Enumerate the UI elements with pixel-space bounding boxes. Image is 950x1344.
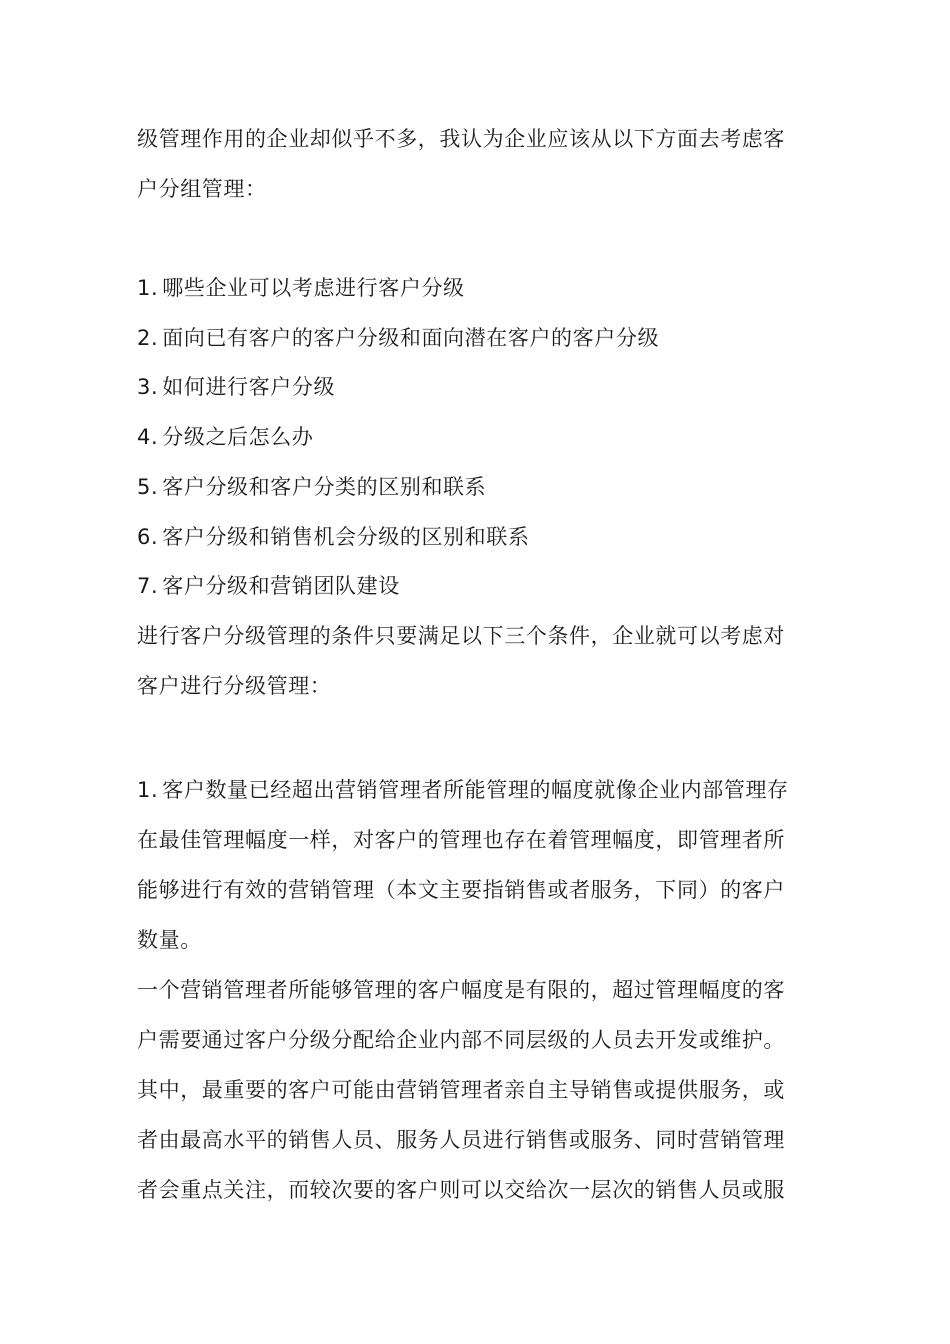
condition-line: 数量。 [137,928,202,952]
list-item [137,318,827,358]
list-item-text: 客户分级和营销团队建设 [162,574,400,598]
list-number: 2. [137,326,159,350]
list-item-text: 客户分级和客户分类的区别和联系 [162,475,487,499]
paragraph-line: 者会重点关注，而较次要的客户则可以交给次一层次的销售人员或服 [137,1178,785,1202]
paragraph-line: 一个营销管理者所能够管理的客户幅度是有限的，超过管理幅度的客 [137,978,785,1002]
list-item [137,566,827,606]
paragraph-line: 户分组管理： [137,177,267,201]
list-item [137,367,827,407]
paragraph-line: 级管理作用的企业却似乎不多，我认为企业应该从以下方面去考虑客 [137,127,785,151]
list-item [137,417,827,457]
paragraph-line: 其中，最重要的客户可能由营销管理者亲自主导销售或提供服务，或 [137,1078,785,1102]
condition-text: 客户数量已经超出营销管理者所能管理的幅度就像企业内部管理存 [162,778,789,802]
list-item-text: 哪些企业可以考虑进行客户分级 [162,276,465,300]
list-item-text: 如何进行客户分级 [162,375,336,399]
condition-line [137,770,827,810]
list-item-text: 分级之后怎么办 [162,425,314,449]
list-item-text: 客户分级和销售机会分级的区别和联系 [162,525,530,549]
list-number: 5. [137,475,159,499]
condition-line: 能够进行有效的营销管理（本文主要指销售或者服务，下同）的客户 [137,878,785,902]
list-number: 7. [137,574,159,598]
list-number: 1. [137,778,159,802]
paragraph-line: 进行客户分级管理的条件只要满足以下三个条件，企业就可以考虑对 [137,624,785,648]
paragraph-line: 者由最高水平的销售人员、服务人员进行销售或服务、同时营销管理 [137,1128,785,1152]
list-number: 3. [137,375,159,399]
paragraph-line: 户需要通过客户分级分配给企业内部不同层级的人员去开发或维护。 [137,1028,785,1052]
list-item [137,517,827,557]
list-number: 1. [137,276,159,300]
list-number: 4. [137,425,159,449]
condition-line: 在最佳管理幅度一样，对客户的管理也存在着管理幅度，即管理者所 [137,828,785,852]
list-number: 6. [137,525,159,549]
paragraph-line: 客户进行分级管理： [137,674,332,698]
list-item-text: 面向已有客户的客户分级和面向潜在客户的客户分级 [162,326,660,350]
list-item [137,467,827,507]
list-item [137,268,827,308]
